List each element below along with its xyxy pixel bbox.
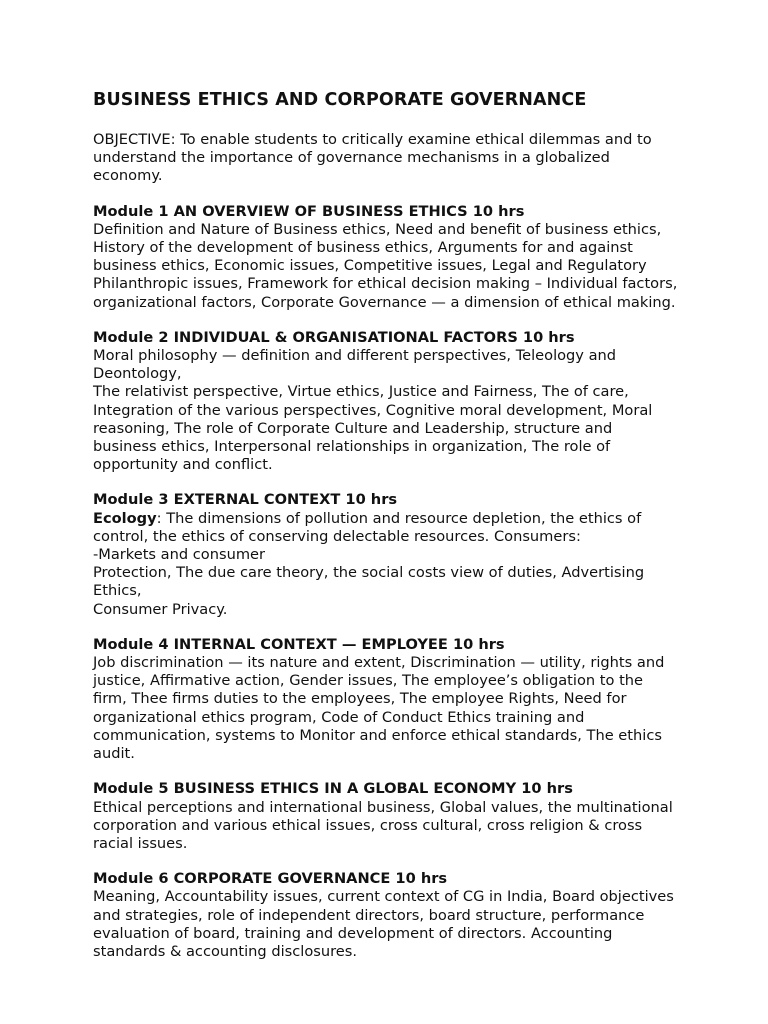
module-title: Module 6 CORPORATE GOVERNANCE 10 hrs (93, 870, 448, 888)
module-text: Ethical perceptions and international business, Global values, the multinational corporation and various ethical issues, cross cultural, cross religion & cross racial issues. (93, 798, 673, 852)
module-4 (93, 636, 678, 763)
module-text-lead (93, 510, 678, 546)
module-title: Module 5 BUSINESS ETHICS IN A GLOBAL ECONOMY 10 hrs (93, 780, 573, 798)
module-text: The relativist perspective, Virtue ethics, Justice and Fairness, The of care, Integration of the various perspectives, Cognitive moral development, Moral reasoning, The role of Corporate Culture and Leadership, structure and business ethics, Interpersonal relationships in organization, The role of opportunity and conflict. (93, 383, 653, 474)
objective-paragraph: OBJECTIVE: To enable students to critically examine ethical dilemmas and to understand the importance of governance mechanisms in a globalized economy. (93, 131, 652, 185)
module-2 (93, 329, 678, 475)
module-title: Module 3 EXTERNAL CONTEXT 10 hrs (93, 491, 398, 509)
module-title: Module 4 INTERNAL CONTEXT — EMPLOYEE 10 hrs (93, 635, 505, 653)
ecology-text: : The dimensions of pollution and resource depletion, the ethics of control, the ethics of conserving delectable resources. Consumers: (93, 509, 642, 545)
module-text: Job discrimination — its nature and extent, Discrimination — utility, rights and justice, Affirmative action, Gender issues, The employee’s obligation to the firm, Thee firms duties to the employees, The employee Rights, Need for organizational ethics program, Code of Conduct Ethics training and communication, systems to Monitor and enforce ethical standards, The ethics audit. (93, 654, 665, 763)
module-text: Protection, The due care theory, the social costs view of duties, Advertising Ethics, (93, 564, 645, 600)
module-text: Definition and Nature of Business ethics, Need and benefit of business ethics, History of the development of business ethics, Arguments for and against business ethics, Economic issues, Competitive issues, Legal and Regulatory Philanthropic issues, Framework for ethical decision making – Individual factors, organizational factors, Corporate Governance — a dimension of ethical making. (93, 220, 678, 311)
module-text: Moral philosophy — definition and different perspectives, Teleology and Deontology, (93, 347, 617, 383)
module-5 (93, 780, 678, 853)
document-title: BUSINESS ETHICS AND CORPORATE GOVERNANCE (93, 90, 587, 110)
module-text: -Markets and consumer (93, 546, 266, 564)
module-3 (93, 491, 678, 618)
module-text: Consumer Privacy. (93, 600, 228, 618)
ecology-label: Ecology (93, 509, 157, 527)
module-6 (93, 870, 678, 961)
module-title: Module 2 INDIVIDUAL & ORGANISATIONAL FACTORS 10 hrs (93, 328, 575, 346)
module-1 (93, 203, 678, 312)
module-title: Module 1 AN OVERVIEW OF BUSINESS ETHICS 10 hrs (93, 202, 525, 220)
module-text: Meaning, Accountability issues, current context of CG in India, Board objectives and strategies, role of independent directors, board structure, performance evaluation of board, training and development of directors. Accounting standards & accounting disclosures. (93, 888, 674, 960)
